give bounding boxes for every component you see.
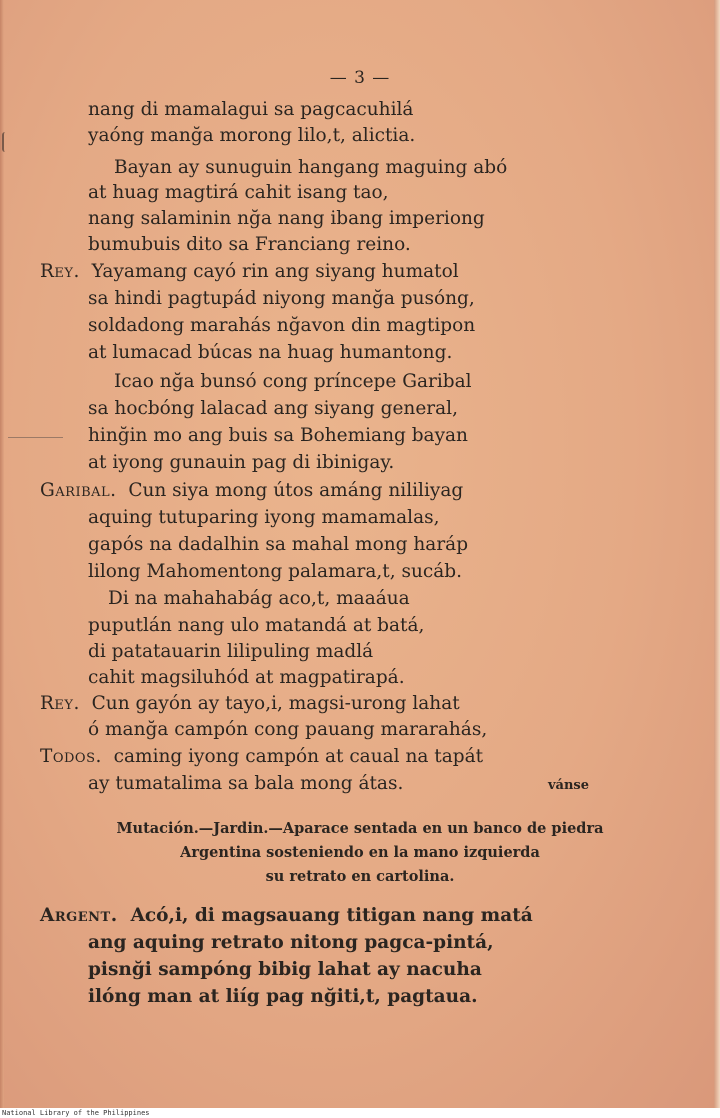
- speaker-name: Rey.: [40, 693, 80, 714]
- verse-line: aquing tutuparing iyong mamamalas,: [88, 507, 440, 528]
- stage-direction-line: su retrato en cartolina.: [265, 868, 455, 885]
- verse-line: gapós na dadalhin sa mahal mong haráp: [88, 534, 469, 555]
- verse-line: di patatauarin lilipuling madlá: [88, 641, 374, 662]
- speaker-name: Garibal.: [40, 480, 117, 501]
- verse-line: soldadong marahás nğavon din magtipon: [88, 315, 476, 336]
- verse-line: Icao nğa bunsó cong príncepe Garibal: [114, 371, 472, 392]
- verse-line: Rey. Cun gayón ay tayo,i, magsi-urong lahat: [40, 693, 460, 714]
- verse-line: nang di mamalagui sa pagcacuhilá: [88, 99, 414, 120]
- verse-line: Argent. Acó,i, di magsauang titigan nang matá: [40, 905, 533, 926]
- verse-line: at huag magtirá cahit isang tao,: [88, 182, 389, 203]
- verse-line: at lumacad búcas na huag humantong.: [88, 342, 453, 363]
- page-number: — 3 —: [329, 68, 391, 88]
- verse-line: ay tumatalima sa bala mong átas.: [88, 773, 404, 794]
- verse-line: Bayan ay sunuguin hangang maguing abó: [114, 157, 508, 178]
- verse-line: sa hindi pagtupád niyong manğa pusóng,: [88, 288, 475, 309]
- verse-line: sa hocbóng lalacad ang siyang general,: [88, 398, 458, 419]
- verse-line: hinğin mo ang buis sa Bohemiang bayan: [88, 425, 468, 446]
- verse-line: pisnği sampóng bibig lahat ay nacuha: [88, 959, 482, 980]
- page-right-edge: [714, 0, 720, 1108]
- verse-line: puputlán nang ulo matandá at batá,: [88, 615, 425, 636]
- verse-line: lilong Mahomentong palamara,t, sucáb.: [88, 561, 463, 582]
- margin-mark: [2, 132, 10, 152]
- verse-line: cahit magsiluhód at magpatirapá.: [88, 667, 405, 688]
- verse-line: bumubuis dito sa Franciang reino.: [88, 234, 411, 255]
- verse-line: nang salaminin nğa nang ibang imperiong: [88, 208, 485, 229]
- speaker-name: Todos.: [40, 746, 102, 767]
- verse-line: ang aquing retrato nitong pagca-pintá,: [88, 932, 494, 953]
- verse-line: at iyong gunauin pag di ibinigay.: [88, 452, 395, 473]
- verse-line: yaóng manğa morong lilo,t, alictia.: [88, 125, 416, 146]
- speaker-name: Argent.: [40, 905, 118, 926]
- stage-direction-line: Mutación.—Jardin.—Aparace sentada en un banco de piedra: [116, 820, 604, 837]
- margin-dash: [8, 437, 63, 438]
- verse-line: Todos. caming iyong campón at caual na tapát: [40, 746, 484, 767]
- footer-credit: National Library of the Philippines: [0, 1108, 720, 1118]
- verse-line: ó manğa campón cong pauang mararahás,: [88, 719, 488, 740]
- stage-direction-line: Argentina sosteniendo en la mano izquierda: [180, 844, 540, 861]
- verse-line: Di na mahahabág aco,t, maaáua: [108, 588, 410, 609]
- verse-line: ilóng man at liíg pag nğiti,t, pagtaua.: [88, 986, 478, 1007]
- exit-note: vánse: [548, 778, 590, 793]
- speaker-name: Rey.: [40, 261, 80, 282]
- verse-line: Rey. Yayamang cayó rin ang siyang humatol: [40, 261, 459, 282]
- verse-line: Garibal. Cun siya mong útos amáng nililiyag: [40, 480, 464, 501]
- page-left-edge: [0, 0, 4, 1108]
